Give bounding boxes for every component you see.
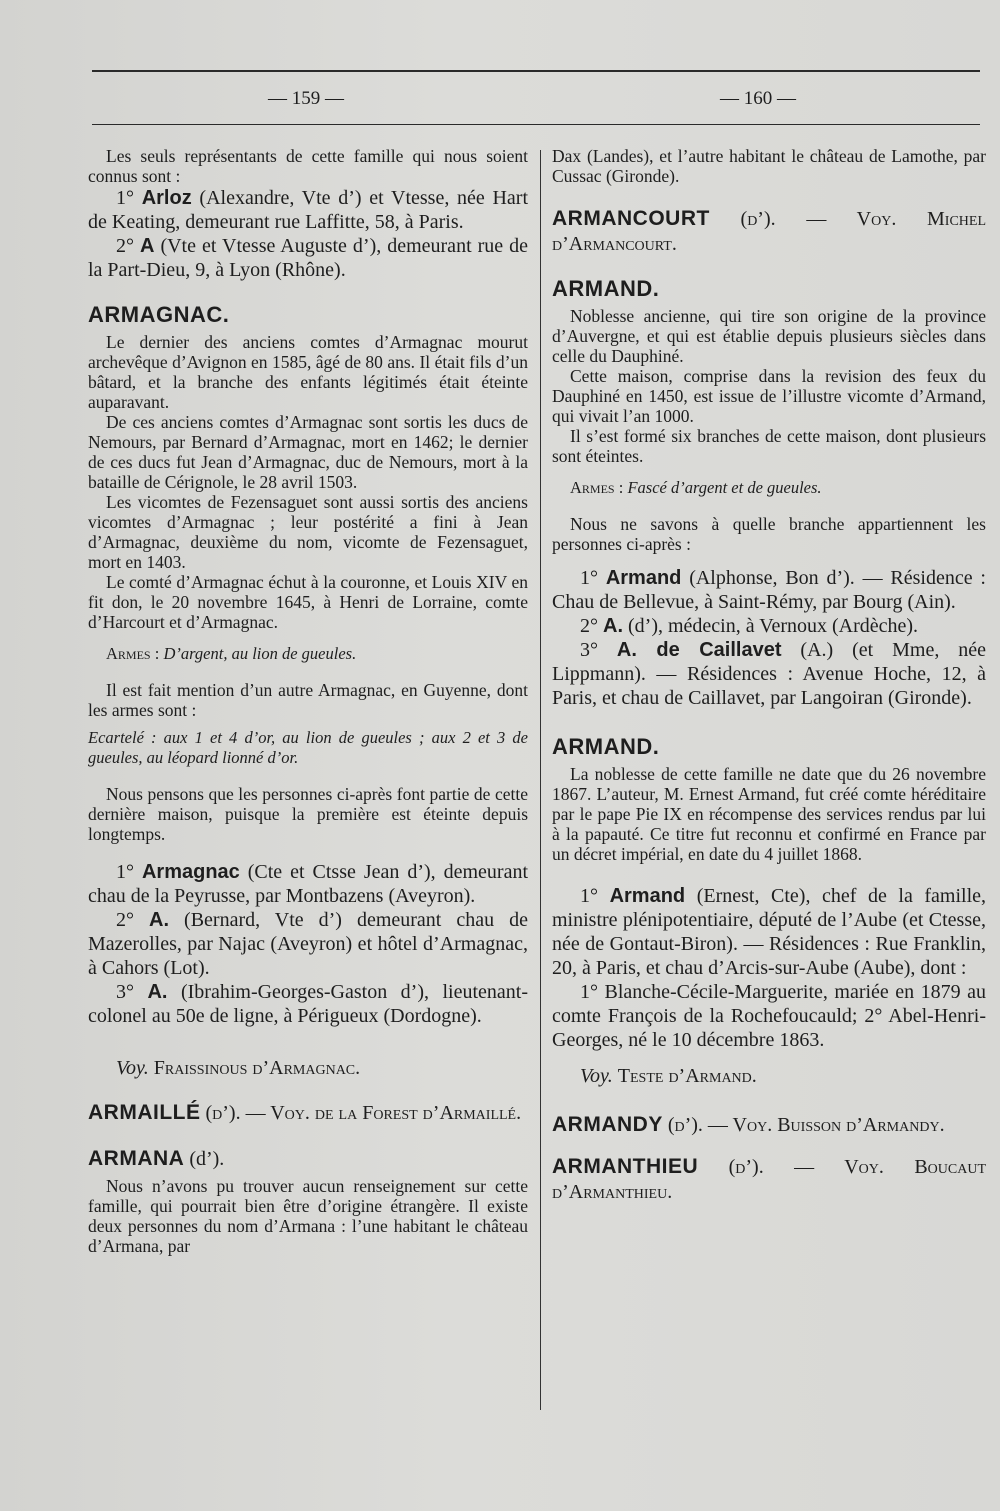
intro-paragraph: Les seuls représentants de cette famille qui nous soient connus sont : (88, 146, 528, 186)
entry-armand-1 (552, 566, 986, 614)
entry-detail: (Ibrahim-Georges-Gaston d’), lieutenant-colonel au 50e de ligne, à Périgueux (Dordogne). (88, 981, 528, 1027)
arms-line (552, 478, 986, 498)
arms-label: Armes : (106, 644, 160, 663)
paragraph: Il s’est formé six branches de cette maison, dont plusieurs sont éteintes. (552, 426, 986, 466)
entry-number: 1° (580, 567, 598, 589)
paragraph: Il est fait mention d’un autre Armagnac, en Guyenne, dont les armes sont : (88, 680, 528, 720)
arms-text: Fascé d’argent et de gueules. (627, 478, 822, 497)
right-column (552, 146, 986, 1204)
cross-reference[interactable]: (d’). — Voy. Michel d’Armancourt. (552, 208, 987, 255)
left-column (88, 146, 528, 1256)
cross-reference[interactable]: (d’). — Voy. de la Forest d’Armaillé. (205, 1102, 522, 1124)
paragraph: Le comté d’Armagnac échut à la couronne, et Louis XIV en fit don, le 20 novembre 1645, à Henri de Lorraine, comte d’Harcourt et d’Armagnac. (88, 572, 528, 632)
heading-armagnac: ARMAGNAC. (88, 302, 230, 327)
entry-detail: (A.) (et Mme, née Lippmann). — Résidences : Avenue Hoche, 12, à Paris, et chau de Caillavet, par Langoiran (Gironde). (552, 639, 986, 709)
cross-reference[interactable]: (d’). — Voy. Buisson d’Armandy. (667, 1114, 945, 1136)
entry-armand-3 (552, 638, 986, 710)
entry-number: 1° (580, 885, 598, 907)
heading-armand-2: ARMAND. (552, 734, 660, 759)
see-also-link[interactable]: Teste d’Armand. (617, 1065, 757, 1087)
heading-armand-1: ARMAND. (552, 276, 660, 301)
entry-name: A (140, 235, 155, 257)
paragraph: Cette maison, comprise dans la revision des feux du Dauphiné en 1450, est issue de l’illustre vicomte d’Armand, qui vivait l’an 1000. (552, 366, 986, 426)
paragraph: La noblesse de cette famille ne date que du 26 novembre 1867. L’auteur, M. Ernest Armand, fut créé comte héréditaire par le pape Pie IX en récompense des services rendus par lui à la papauté. Ce titre fut reconnu et confirmé en France par un décret impérial, en date du 4 juillet 1868. (552, 764, 986, 864)
arms-label: Armes : (570, 478, 624, 497)
paragraph: Nous ne savons à quelle branche appartiennent les personnes ci-après : (552, 514, 986, 554)
see-also-link[interactable]: Fraissinous d’Armagnac. (153, 1057, 361, 1079)
entry-name: A. (149, 909, 170, 931)
entry-name: A. (147, 981, 168, 1003)
paragraph: Nous pensons que les personnes ci-après font partie de cette dernière maison, puisque la première est éteinte depuis longtemps. (88, 784, 528, 844)
column-divider (540, 150, 541, 1410)
entry-number: 3° (116, 981, 134, 1003)
entry-arloz (88, 186, 528, 234)
entry-armagnac-1 (88, 860, 528, 908)
paragraph: Les vicomtes de Fezensaguet sont aussi sortis des anciens vicomtes d’Armagnac ; leur postérité a fini à Jean d’Armagnac, deuxième du nom, vicomte de Fezensaguet, mort en 1403. (88, 492, 528, 572)
heading-armana: ARMANA (88, 1147, 185, 1170)
entry-name: A. de Caillavet (616, 639, 782, 661)
entry-ernest-armand (552, 884, 986, 980)
entry-armaille (88, 1100, 528, 1126)
arms-line (88, 644, 528, 664)
entry-detail: (Vte et Vtesse Auguste d’), demeurant rue de la Part-Dieu, 9, à Lyon (Rhône). (88, 235, 529, 281)
paragraph: Nous n’avons pu trouver aucun renseignement sur cette famille, qui pourrait bien être d’origine étrangère. Il existe deux personnes du nom d’Armana : l’une habitant le château d’Armana, par (88, 1176, 528, 1256)
paragraph: Noblesse ancienne, qui tire son origine de la province d’Auvergne, et qui est établie depuis plusieurs siècles dans celle du Dauphiné. (552, 306, 986, 366)
arms-description: Ecartelé : aux 1 et 4 d’or, au lion de gueules ; aux 2 et 3 de gueules, au léopard lionné d’or. (88, 728, 528, 767)
entry-name: A. (603, 615, 623, 637)
entry-armanthieu (552, 1154, 986, 1204)
entry-detail: (Cte et Ctsse Jean d’), demeurant chau de la Peyrusse, par Montbazens (Aveyron). (88, 861, 529, 907)
entry-detail: (Alexandre, Vte d’) et Vtesse, née Hart de Keating, demeurant rue Laffitte, 58, à Paris. (88, 187, 529, 233)
entry-detail: (Alphonse, Bon d’). — Résidence : Chau de Bellevue, à Saint-Rémy, par Bourg (Ain). (552, 567, 986, 613)
entry-number: 2° (116, 235, 134, 257)
heading-armandy: ARMANDY (552, 1113, 663, 1136)
see-also-line (88, 1056, 528, 1080)
heading-armaille: ARMAILLÉ (88, 1101, 201, 1124)
entry-name: Armand (609, 885, 686, 907)
heading-armancourt: ARMANCOURT (552, 207, 710, 230)
entry-auguste (88, 234, 528, 282)
top-rule (92, 70, 980, 72)
cross-reference[interactable]: (d’). — Voy. Boucaut d’Armanthieu. (552, 1156, 986, 1203)
entry-name: Armand (605, 567, 682, 589)
entry-detail: (Ernest, Cte), chef de la famille, ministre plénipotentiaire, député de l’Aube (et Ctesse, née de Gontaut-Biron). — Résidences : Rue Franklin, 20, à Paris, et chau d’Arcis-sur-Aube (Aube), dont : (552, 885, 987, 979)
entry-armancourt (552, 206, 986, 256)
entry-number: 2° (580, 615, 598, 637)
entry-armagnac-3 (88, 980, 528, 1028)
entry-number: 1° (116, 861, 134, 883)
continued-paragraph: Dax (Landes), et l’autre habitant le château de Lamothe, par Cussac (Gironde). (552, 146, 986, 186)
see-also-label: Voy. (580, 1065, 613, 1087)
entry-armagnac-2 (88, 908, 528, 980)
page-number-left: — 159 — (268, 88, 344, 109)
entry-armana (88, 1146, 528, 1172)
entry-armand-2 (552, 614, 986, 638)
heading-suffix: (d’). (189, 1148, 225, 1170)
entry-number: 3° (580, 639, 598, 661)
paragraph: De ces anciens comtes d’Armagnac sont sortis les ducs de Nemours, par Bernard d’Armagnac, mort en 1462; le dernier de ces ducs fut Jean d’Armagnac, duc de Nemours, mort à la bataille de Cérignole, le 28 avril 1503. (88, 412, 528, 492)
entry-armandy (552, 1112, 986, 1138)
children-paragraph: 1° Blanche-Cécile-Marguerite, mariée en 1879 au comte François de la Rochefoucauld; 2° Abel-Henri-Georges, né le 10 décembre 1863. (552, 981, 986, 1051)
entry-detail: (d’), médecin, à Vernoux (Ardèche). (628, 615, 919, 637)
entry-number: 2° (116, 909, 134, 931)
header-rule (92, 124, 980, 125)
see-also-line (552, 1064, 986, 1088)
entry-number: 1° (116, 187, 134, 209)
heading-armanthieu: ARMANTHIEU (552, 1155, 699, 1178)
page-number-right: — 160 — (720, 88, 796, 109)
entry-name: Armagnac (141, 861, 240, 883)
arms-text: D’argent, au lion de gueules. (163, 644, 357, 663)
entry-detail: (Bernard, Vte d’) demeurant chau de Mazerolles, par Najac (Aveyron) et hôtel d’Armagnac, à Cahors (Lot). (88, 909, 529, 979)
paragraph: Le dernier des anciens comtes d’Armagnac mourut archevêque d’Avignon en 1585, âgé de 80 ans. Il était fils d’un bâtard, et la branche des enfants légitimés était éteinte auparavant. (88, 332, 528, 412)
entry-name: Arloz (141, 187, 192, 209)
see-also-label: Voy. (116, 1057, 149, 1079)
